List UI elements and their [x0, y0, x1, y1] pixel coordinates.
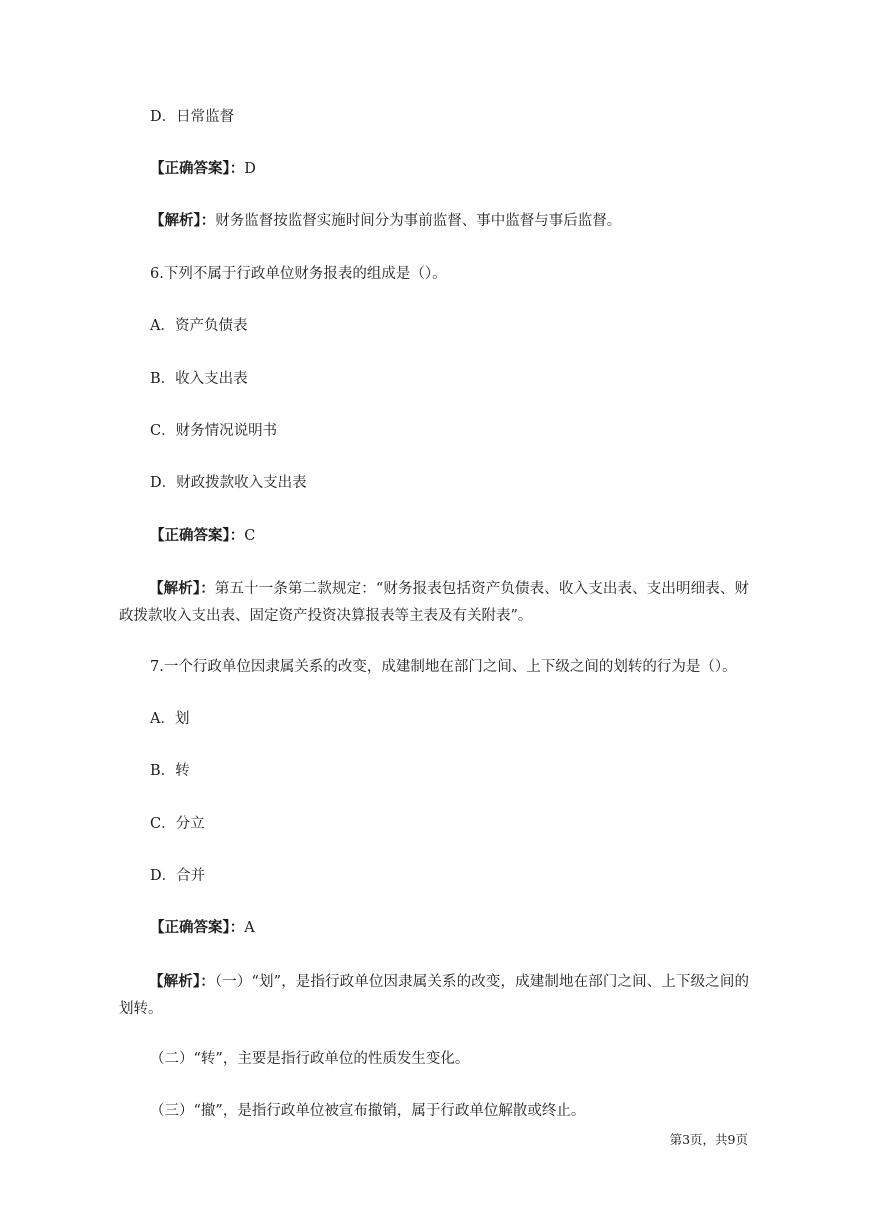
answer-label: 【正确答案】：: [150, 527, 245, 544]
analysis-q7: [119, 968, 749, 1023]
analysis-text: （一）“划”，是指行政单位因隶属关系的改变，成建制地在部门之间、上下级之间的划转。: [119, 974, 750, 1017]
answer-q7: [150, 918, 255, 938]
option-c-q7: C．分立: [150, 816, 205, 832]
page-number: 第3页，共9页: [669, 1132, 748, 1147]
analysis-label: 【解析】：: [149, 580, 215, 597]
analysis-text: 第五十一条第二款规定：“财务报表包括资产负债表、收入支出表、支出明细表、财政拨款收入支出表、固定资产投资决算报表等主表及有关附表”。: [119, 581, 749, 624]
analysis-label: 【解析】：: [150, 212, 216, 229]
question-7: 7.一个行政单位因隶属关系的改变，成建制地在部门之间、上下级之间的划转的行为是（）。: [150, 659, 737, 675]
analysis-label: 【解析】：: [149, 973, 215, 990]
analysis-q6: [119, 575, 749, 630]
analysis-q7-point-2: （二）“转”，主要是指行政单位的性质发生变化。: [150, 1051, 470, 1067]
answer-value: C: [244, 528, 256, 544]
analysis-q5: [150, 211, 621, 231]
answer-q6: [150, 526, 255, 546]
answer-label: 【正确答案】：: [150, 160, 245, 177]
answer-value: D: [244, 161, 256, 177]
answer-value: A: [244, 920, 255, 936]
option-d-q5: D．日常监督: [150, 109, 235, 125]
analysis-q7-point-3: （三）“撤”，是指行政单位被宣布撤销，属于行政单位解散或终止。: [150, 1103, 586, 1119]
answer-label: 【正确答案】：: [150, 919, 245, 936]
option-b-q6: B．收入支出表: [150, 371, 248, 387]
answer-q5: [150, 159, 256, 179]
option-d-q6: D．财政拨款收入支出表: [150, 475, 307, 491]
analysis-text: 财务监督按监督实施时间分为事前监督、事中监督与事后监督。: [215, 213, 622, 229]
option-d-q7: D．合并: [150, 868, 206, 884]
option-a-q6: A．资产负债表: [150, 318, 248, 334]
option-a-q7: A．划: [150, 711, 190, 727]
question-6: 6.下列不属于行政单位财务报表的组成是（）。: [150, 266, 447, 282]
option-c-q6: C．财务情况说明书: [150, 423, 278, 439]
option-b-q7: B．转: [150, 763, 190, 779]
